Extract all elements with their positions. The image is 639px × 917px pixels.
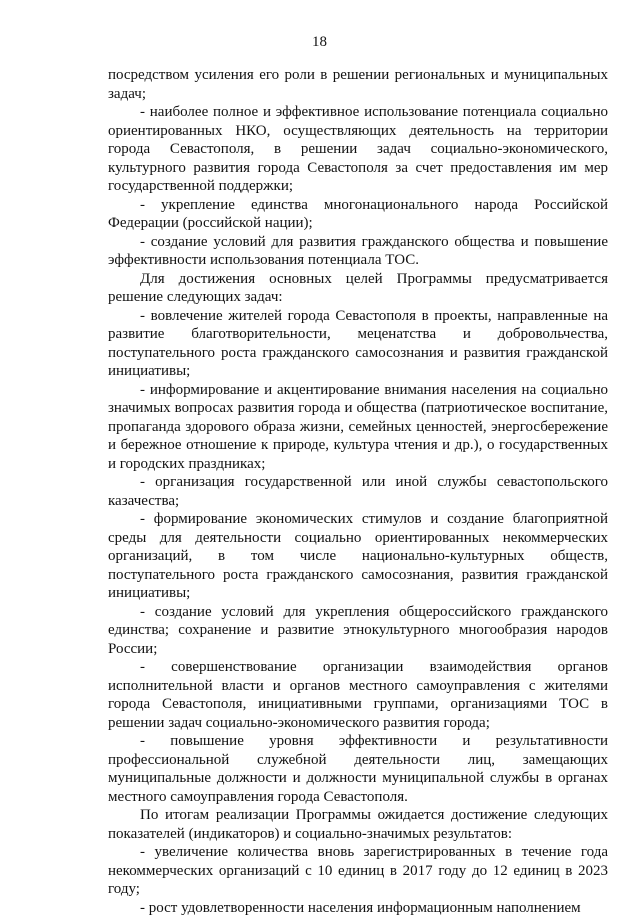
paragraph-results-intro: По итогам реализации Программы ожидается достижение следующих показателей (индикаторов) и социально-значимых результатов: xyxy=(108,806,608,843)
document-body xyxy=(108,66,608,917)
paragraph-result-nko-count: - увеличение количества вновь зарегистрированных в течение года некоммерческих организаций с 10 единиц в 2017 году до 12 единиц в 2023 году; xyxy=(108,843,608,899)
paragraph-result-satisfaction: - рост удовлетворенности населения информационным наполнением xyxy=(108,899,608,917)
paragraph-task-incentives: - формирование экономических стимулов и создание благоприятной среды для деятельности социально ориентированных некоммерческих организаций, в том числе национально-культурных обществ, поступательного роста гражданского самосознания, развития гражданской инициативы; xyxy=(108,510,608,603)
paragraph-task-informing: - информирование и акцентирование внимания населения на социально значимых вопросах развития города и общества (патриотическое воспитание, пропаганда здорового образа жизни, семейных ценностей, энергосбережение и бережное отношение к природе, культура чтения и др.), о государственных и городских праздниках; xyxy=(108,381,608,474)
paragraph-task-efficiency: - повышение уровня эффективности и результативности профессиональной служебной деятельности лиц, замещающих муниципальные должности и должности муниципальной службы в органах местного самоуправления города Севастополя. xyxy=(108,732,608,806)
paragraph-continuation: посредством усиления его роли в решении региональных и муниципальных задач; xyxy=(108,66,608,103)
paragraph-task-involvement: - вовлечение жителей города Севастополя в проекты, направленные на развитие благотворительности, меценатства и добровольчества, поступательного роста гражданского самосознания и развития гражданской инициативы; xyxy=(108,307,608,381)
paragraph-task-cossacks: - организация государственной или иной службы севастопольского казачества; xyxy=(108,473,608,510)
page-number: 18 xyxy=(0,34,639,51)
paragraph-tasks-intro: Для достижения основных целей Программы предусматривается решение следующих задач: xyxy=(108,270,608,307)
paragraph-goal-civil-society: - создание условий для развития гражданского общества и повышение эффективности использования потенциала ТОС. xyxy=(108,233,608,270)
paragraph-goal-unity: - укрепление единства многонационального народа Российской Федерации (российской нации); xyxy=(108,196,608,233)
paragraph-task-unity: - создание условий для укрепления общероссийского гражданского единства; сохранение и развитие этнокультурного многообразия народов России; xyxy=(108,603,608,659)
paragraph-task-cooperation: - совершенствование организации взаимодействия органов исполнительной власти и органов местного самоуправления с жителями города Севастополя, инициативными группами, организациями ТОС в решении задач социально-экономического развития города; xyxy=(108,658,608,732)
paragraph-goal-nko: - наиболее полное и эффективное использование потенциала социально ориентированных НКО, осуществляющих деятельность на территории города Севастополя, в решении задач социально-экономического, культурного развития города Севастополя за счет предоставления им мер государственной поддержки; xyxy=(108,103,608,196)
